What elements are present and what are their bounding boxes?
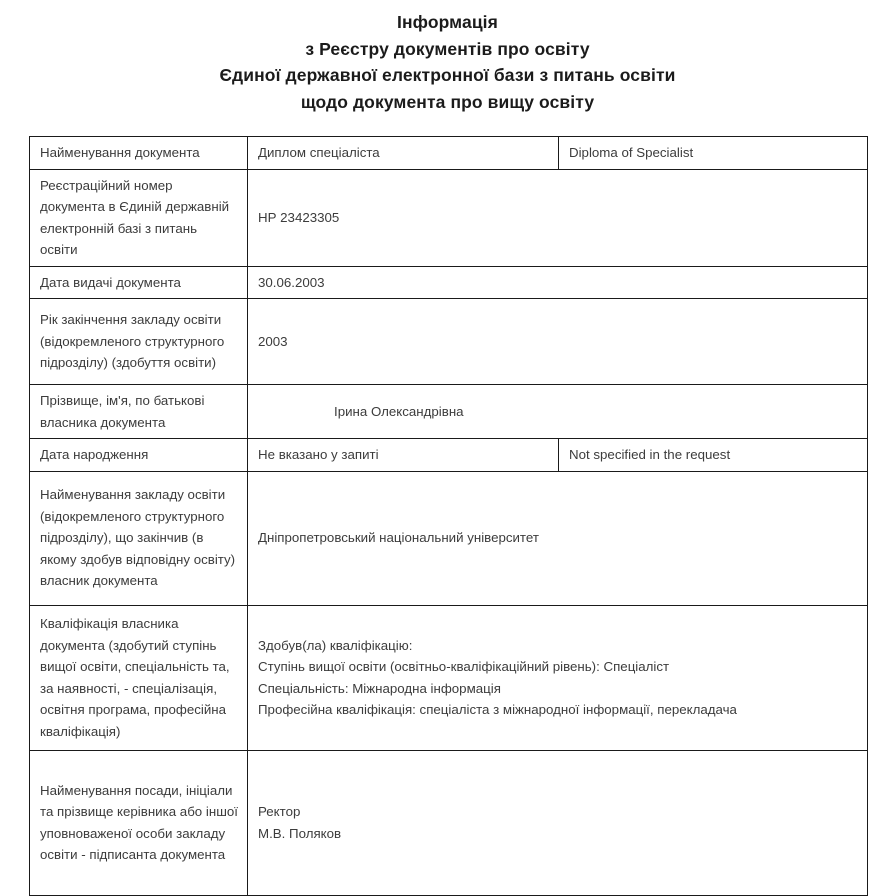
row-label-birth-date: Дата народження <box>30 439 248 472</box>
signatory-position: Ректор <box>258 804 301 819</box>
row-value-issue-date: 30.06.2003 <box>248 266 868 299</box>
page-title-line-2: з Реєстру документів про освіту <box>305 38 590 59</box>
row-label-signatory: Найменування посади, ініціали та прізвище керівника або іншої уповноваженої особи закладу освіти - підписанта документа <box>30 750 248 895</box>
table-row-issue-date <box>30 266 868 299</box>
qualification-line-4: Професійна кваліфікація: спеціаліста з міжнародної інформації, перекладача <box>258 702 737 717</box>
table-row-qualification <box>30 605 868 750</box>
signatory-name: М.В. Поляков <box>258 825 342 841</box>
row-value-registration-number: НР 23423305 <box>248 169 868 266</box>
table-row-graduation-year <box>30 299 868 385</box>
row-value-owner-name: Ірина Олександрівна <box>248 385 868 439</box>
document-info-table <box>29 136 868 896</box>
row-value-qualification <box>248 605 868 750</box>
table-row-institution <box>30 471 868 605</box>
row-value-en-birth-date: Not specified in the request <box>559 439 868 472</box>
table-row-birth-date <box>30 439 868 472</box>
page-title <box>0 0 895 115</box>
qualification-line-1: Здобув(ла) кваліфікацію: <box>258 637 413 653</box>
row-label-graduation-year: Рік закінчення закладу освіти (відокремленого структурного підрозділу) (здобуття освіти) <box>30 299 248 385</box>
page-title-line-4: щодо документа про вищу освіту <box>300 91 595 112</box>
row-value-en-document-name: Diploma of Specialist <box>559 137 868 170</box>
row-value-signatory <box>248 750 868 895</box>
qualification-line-3: Спеціальність: Міжнародна інформація <box>258 680 501 696</box>
page-title-line-1: Інформація <box>397 12 498 32</box>
table-row-signatory <box>30 750 868 895</box>
table-row-owner-name <box>30 385 868 439</box>
table-row-document-name <box>30 137 868 170</box>
page-title-line-3: Єдиної державної електронної бази з питань освіти <box>219 65 676 85</box>
row-label-owner-name: Прізвище, ім'я, по батькові власника документа <box>30 385 248 439</box>
table-row-registration-number <box>30 169 868 266</box>
row-value-document-name: Диплом спеціаліста <box>248 137 559 170</box>
document-info-table-wrapper <box>29 136 867 896</box>
row-label-document-name: Найменування документа <box>30 137 248 170</box>
row-label-qualification: Кваліфікація власника документа (здобутий ступінь вищої освіти, спеціальність та, за наявності, - спеціалізація, освітня програма, професійна кваліфікація) <box>30 605 248 750</box>
row-label-registration-number: Реєстраційний номер документа в Єдиній державній електронній базі з питань освіти <box>30 169 248 266</box>
row-label-issue-date: Дата видачі документа <box>30 266 248 299</box>
row-label-institution: Найменування закладу освіти (відокремленого структурного підрозділу), що закінчив (в якому здобув відповідну освіту) власник документа <box>30 471 248 605</box>
qualification-line-2: Ступінь вищої освіти (освітньо-кваліфікаційний рівень): Спеціаліст <box>258 659 670 674</box>
row-value-graduation-year: 2003 <box>248 299 868 385</box>
row-value-institution: Дніпропетровський національний університет <box>248 471 868 605</box>
row-value-birth-date: Не вказано у запиті <box>248 439 559 472</box>
